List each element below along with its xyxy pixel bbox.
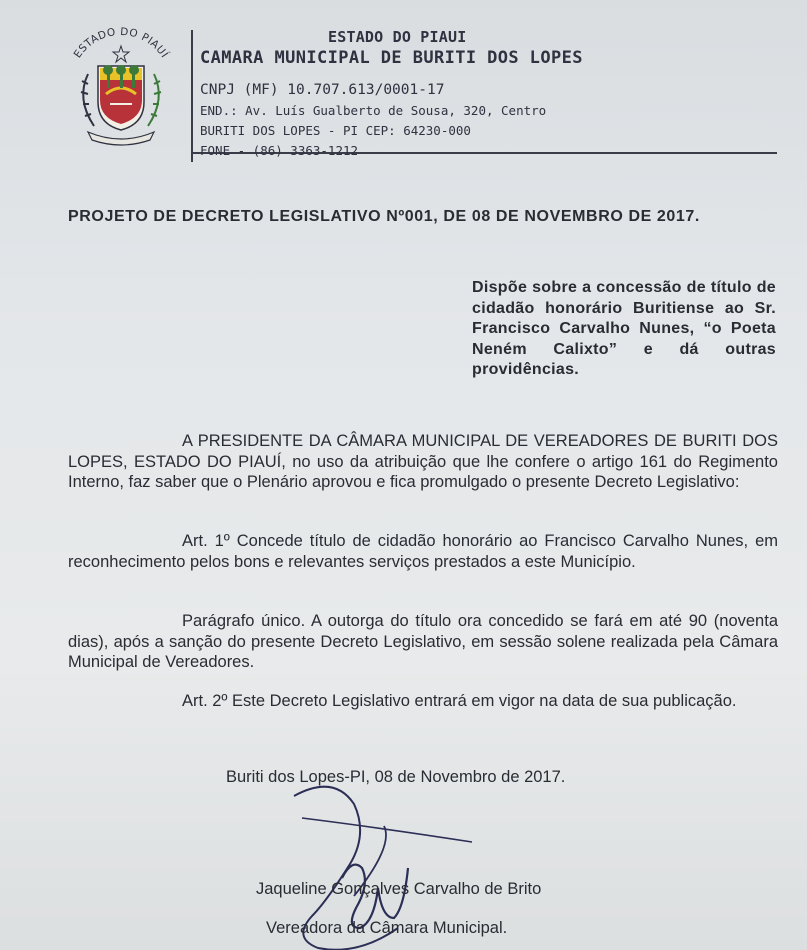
signer-role: Vereadora da Câmara Municipal. [266, 919, 508, 937]
document-title: PROJETO DE DECRETO LEGISLATIVO Nº001, DE 08 DE NOVEMBRO DE 2017. [68, 208, 700, 225]
cnpj-line: CNPJ (MF) 10.707.613/0001-17 [200, 82, 445, 98]
article-2-paragraph [68, 691, 778, 712]
phone-line: FONE - (86) 3363-1212 [200, 143, 359, 158]
sole-paragraph [68, 611, 778, 673]
institution-name: CAMARA MUNICIPAL DE BURITI DOS LOPES [200, 48, 583, 68]
article-2-text: Art. 2º Este Decreto Legislativo entrará em vigor na data de sua publicação. [182, 692, 737, 710]
state-coat-of-arms-icon [58, 24, 184, 156]
place-and-date: Buriti dos Lopes-PI, 08 de Novembro de 2017. [226, 768, 566, 786]
ementa: Dispõe sobre a concessão de título de cidadão honorário Buritiense ao Sr. Francisco Carvalho Nunes, “o Poeta Neném Calixto” e dá outras providências. [472, 279, 776, 378]
crest-text: ESTADO DO PIAUÍ [71, 25, 171, 61]
letterhead-divider-vertical [191, 30, 193, 162]
article-1-paragraph [68, 531, 778, 572]
signer-name: Jaqueline Gonçalves Carvalho de Brito [256, 880, 542, 898]
state-name: ESTADO DO PIAUI [328, 28, 467, 46]
sole-paragraph-text: Parágrafo único. A outorga do título ora concedido se fará em até 90 (noventa dias), após a sanção do presente Decreto Legislativo, em sessão solene realizada pela Câmara Municipal de Vereadores. [68, 612, 778, 671]
address-line: END.: Av. Luís Gualberto de Sousa, 320, Centro [200, 103, 547, 118]
preamble-text: A PRESIDENTE DA CÂMARA MUNICIPAL DE VEREADORES DE BURITI DOS LOPES, ESTADO DO PIAUÍ, no uso da atribuição que lhe confere o artigo 161 do Regimento Interno, faz saber que o Plenário aprovou e fica promulgado o presente Decreto Legislativo: [68, 432, 778, 491]
article-1-text: Art. 1º Concede título de cidadão honorário ao Francisco Carvalho Nunes, em reconhecimento pelos bons e relevantes serviços prestados a este Município. [68, 532, 778, 571]
city-cep-line: BURITI DOS LOPES - PI CEP: 64230-000 [200, 123, 471, 138]
preamble-paragraph [68, 431, 778, 493]
svg-text:ESTADO DO PIAUÍ [72, 26, 172, 60]
